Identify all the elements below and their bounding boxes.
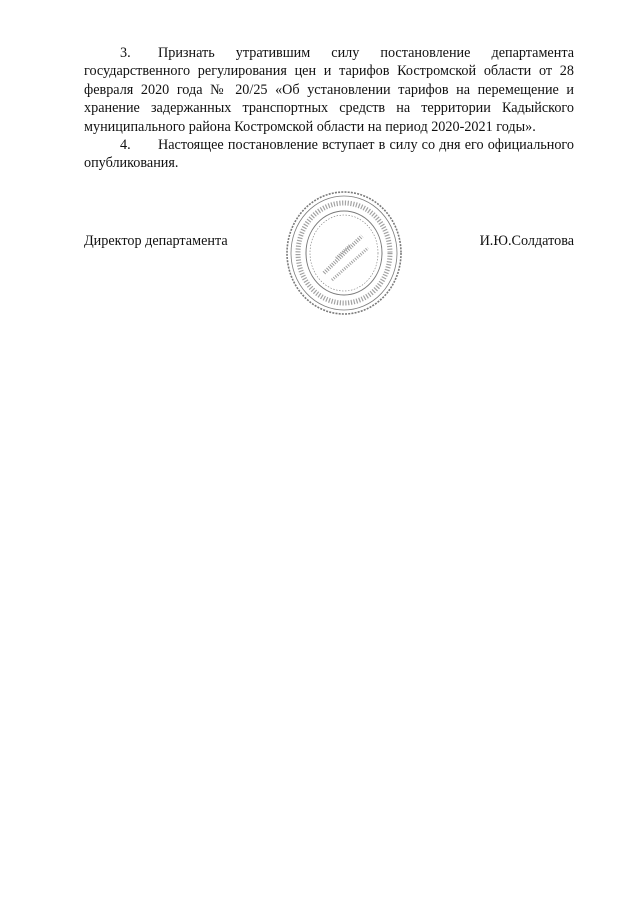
seal-icon [284,188,404,318]
paragraph-text: Настоящее постановление вступает в силу со дня его официального опубликования. [84,137,574,172]
paragraph-3 [84,44,574,136]
signer-name: И.Ю.Солдатова [479,233,574,249]
paragraph-number: 3. [120,45,131,61]
signer-title: Директор департамента [84,233,228,249]
document-body [84,44,574,173]
paragraph-4 [84,136,574,173]
paragraph-number: 4. [120,137,131,154]
paragraph-text: Признать утратившим силу постановление департамента государственного регулирования цен и тарифов Костромской области от 28 февраля 2020 года № 20/25 «Об установлении тарифов на перемещение и хранение задержанных транспортных средств на территории Кадыйского муниципального района Костромской области на период 2020-2021 годы». [84,45,574,135]
official-seal-stamp [284,188,404,318]
